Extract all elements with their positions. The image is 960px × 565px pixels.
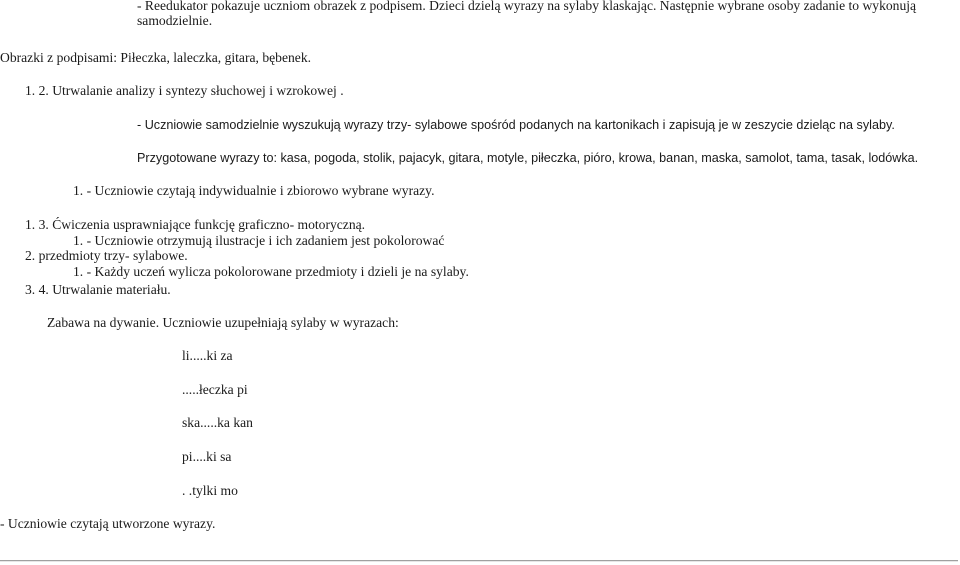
text-line-przygotowane-wyrazy: Przygotowane wyrazy to: kasa, pogoda, stolik, pajacyk, gitara, motyle, piłeczka, pióro, krowa, banan, maska, samolot, tama, tasak, lodówka. [137,151,919,165]
text-line-samodzielnie: samodzielnie. [137,13,213,28]
text-line-zabawa: Zabawa na dywanie. Uczniowie uzupełniają sylaby w wyrazach: [47,315,399,330]
horizontal-divider [0,560,958,562]
text-line-czytaja-utworzone: - Uczniowie czytają utworzone wyrazy. [0,516,216,531]
text-line-cwiczenia: 1. 3. Ćwiczenia usprawniające funkcję graficzno- motoryczną. [25,217,366,232]
text-line-utrwalanie-materialu: 3. 4. Utrwalanie materiału. [25,282,171,297]
text-line-reedukator: - Reedukator pokazuje uczniom obrazek z podpisem. Dzieci dzielą wyrazy na sylaby klaskając. Następnie wybrane osoby zadanie to wykonują [137,0,917,13]
text-line-przedmioty: 2. przedmioty trzy- sylabowe. [25,248,188,263]
text-line-czytaja-indywidualnie: 1. - Uczniowie czytają indywidualnie i zbiorowo wybrane wyrazy. [73,183,435,198]
text-line-obrazki: Obrazki z podpisami: Piłeczka, laleczka, gitara, bębenek. [0,50,312,65]
text-line-utrwalanie-analizy: 1. 2. Utrwalanie analizy i syntezy słuchowej i wzrokowej . [25,83,344,98]
text-line-kazdy-uczen: 1. - Każdy uczeń wylicza pokolorowane przedmioty i dzieli je na sylaby. [73,264,469,279]
syllable-word-5: . .tylki mo [182,483,238,498]
syllable-word-2: .....łeczka pi [182,382,248,397]
text-line-uczniowie-wyszukuja: - Uczniowie samodzielnie wyszukują wyrazy trzy- sylabowe spośród podanych na kartonikach i zapisują je w zeszycie dzieląc na sylaby. [137,118,895,132]
text-line-otrzymuja-ilustracje: 1. - Uczniowie otrzymują ilustracje i ich zadaniem jest pokolorować [73,233,445,248]
syllable-word-3: ska.....ka kan [182,415,253,430]
syllable-word-1: li.....ki za [182,348,233,363]
syllable-word-4: pi....ki sa [182,449,232,464]
